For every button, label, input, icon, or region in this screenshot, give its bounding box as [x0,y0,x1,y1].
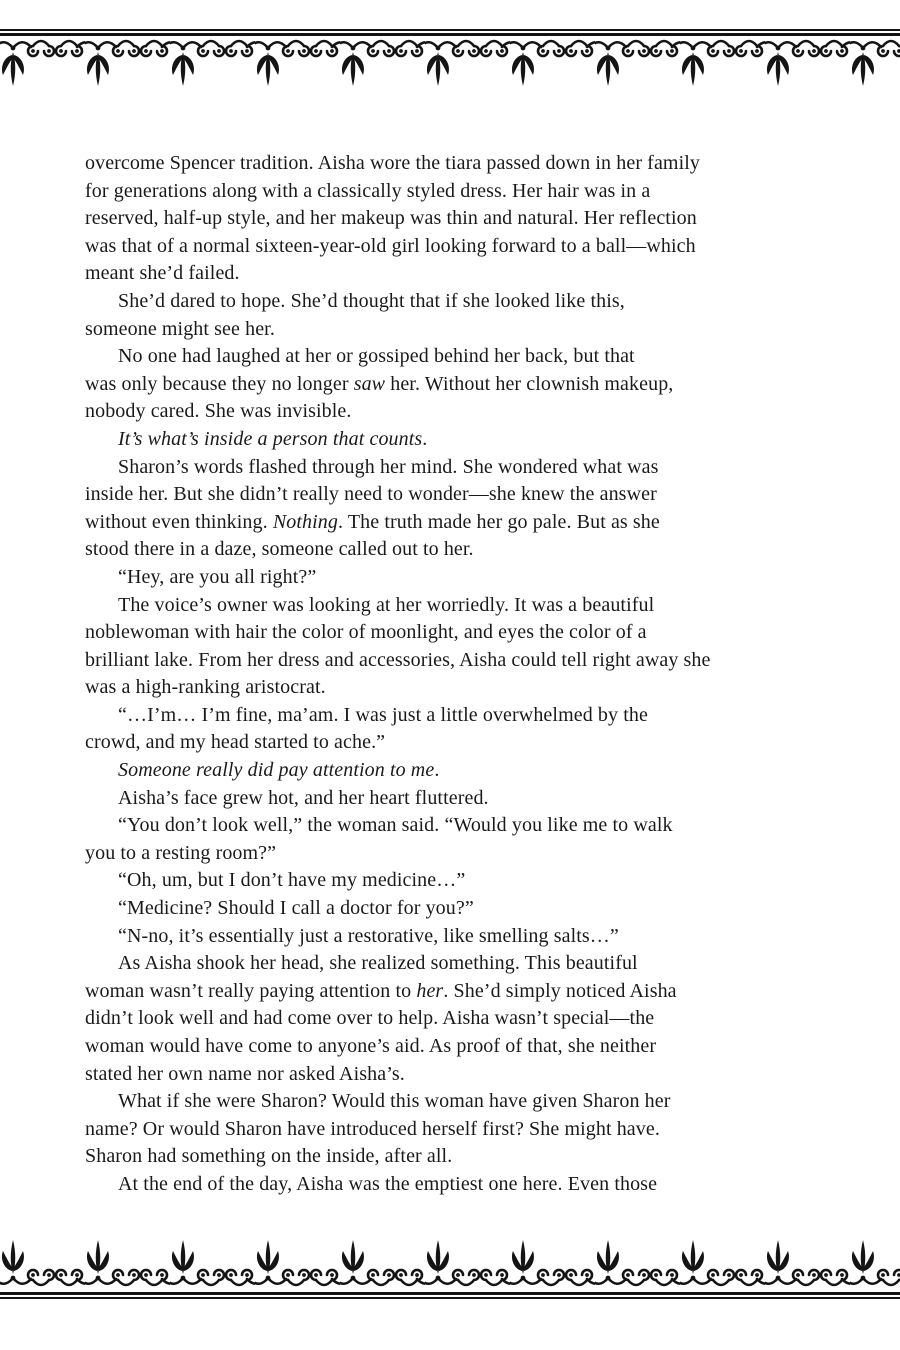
text-run: “Medicine? Should I call a doctor for you?” [118,897,474,920]
text-run: At the end of the day, Aisha was the emptiest one here. Even those [118,1172,658,1195]
text-run: woman wasn’t really paying attention to [85,979,417,1002]
paragraph [85,1088,793,1171]
text-run: for generations along with a classically styled dress. Her hair was in a [85,179,651,202]
text-run: someone might see her. [85,317,275,340]
paragraph [85,867,793,895]
paragraph [85,950,793,1088]
italic-text-run: her [416,979,444,1002]
text-run: The voice’s owner was looking at her worriedly. It was a beautiful [118,593,655,616]
paragraph [85,1171,793,1199]
paragraph [85,426,793,454]
text-run: her. Without her clownish makeup, [385,372,674,395]
text-run: overcome Spencer tradition. Aisha wore the tiara passed down in her family [85,152,700,174]
paragraph [85,564,793,592]
italic-text-run: Someone really did pay attention to me [118,759,435,782]
text-run: was only because they no longer [85,372,354,395]
text-run: name? Or would Sharon have introduced herself first? She might have. [85,1117,660,1140]
text-run: Sharon’s words flashed through her mind. She wondered what was [118,455,659,478]
text-run: inside her. But she didn’t really need to wonder—she knew the answer [85,483,657,506]
paragraph [85,923,793,951]
paragraph [85,895,793,923]
paragraph [85,454,793,564]
text-run: was a high-ranking aristocrat. [85,676,326,699]
text-run: stated her own name nor asked Aisha’s. [85,1062,405,1085]
text-run: stood there in a daze, someone called out to her. [85,538,474,561]
paragraph [85,812,793,867]
text-run: you to a resting room?” [85,841,277,864]
text-run: What if she were Sharon? Would this woman have given Sharon her [118,1090,671,1113]
paragraph [85,785,793,813]
paragraph [85,702,793,757]
paragraph [85,150,793,288]
text-run: “N-no, it’s essentially just a restorative, like smelling salts…” [118,924,619,947]
paragraph [85,757,793,785]
fleur-scroll-border-bottom [0,1238,900,1299]
text-run: She’d dared to hope. She’d thought that if she looked like this, [118,289,625,312]
text-run: “…I’m… I’m fine, ma’am. I was just a little overwhelmed by the [118,703,648,726]
italic-text-run: Nothing [272,510,338,533]
text-run: nobody cared. She was invisible. [85,400,352,423]
paragraph [85,592,793,702]
text-run: No one had laughed at her or gossiped behind her back, but that [118,345,635,368]
italic-text-run: It’s what’s inside a person that counts [118,427,423,450]
text-run: reserved, half-up style, and her makeup was thin and natural. Her reflection [85,207,697,230]
paragraph [85,288,793,343]
text-run: . She’d simply noticed Aisha [443,979,677,1002]
paragraph [85,343,793,426]
text-run: As Aisha shook her head, she realized something. This beautiful [118,952,638,975]
text-run: Sharon had something on the inside, after all. [85,1145,453,1168]
text-run: . [434,759,440,782]
fleur-scroll-ornament-icon [0,1238,900,1290]
text-run: without even thinking. [85,510,273,533]
page-text [85,150,793,1199]
fleur-scroll-border-top [0,29,900,88]
text-run: brilliant lake. From her dress and accessories, Aisha could tell right away she [85,648,711,671]
border-rule-thin [0,1297,900,1299]
text-run: woman would have come to anyone’s aid. As proof of that, she neither [85,1035,657,1057]
text-run: noblewoman with hair the color of moonlight, and eyes the color of a [85,621,647,644]
text-run: “Oh, um, but I don’t have my medicine…” [118,869,466,892]
text-run: “You don’t look well,” the woman said. “Would you like me to walk [118,814,673,837]
text-run: was that of a normal sixteen-year-old girl looking forward to a ball—which [85,234,696,257]
text-run: meant she’d failed. [85,262,240,285]
text-run: crowd, and my head started to ache.” [85,731,386,754]
text-run: didn’t look well and had come over to help. Aisha wasn’t special—the [85,1007,655,1030]
italic-text-run: saw [353,372,386,395]
text-run: Aisha’s face grew hot, and her heart fluttered. [118,786,489,809]
text-run: . The truth made her go pale. But as she [338,510,660,533]
fleur-scroll-ornament-icon [0,36,900,88]
text-run: “Hey, are you all right?” [118,565,317,588]
text-run: . [422,427,428,450]
